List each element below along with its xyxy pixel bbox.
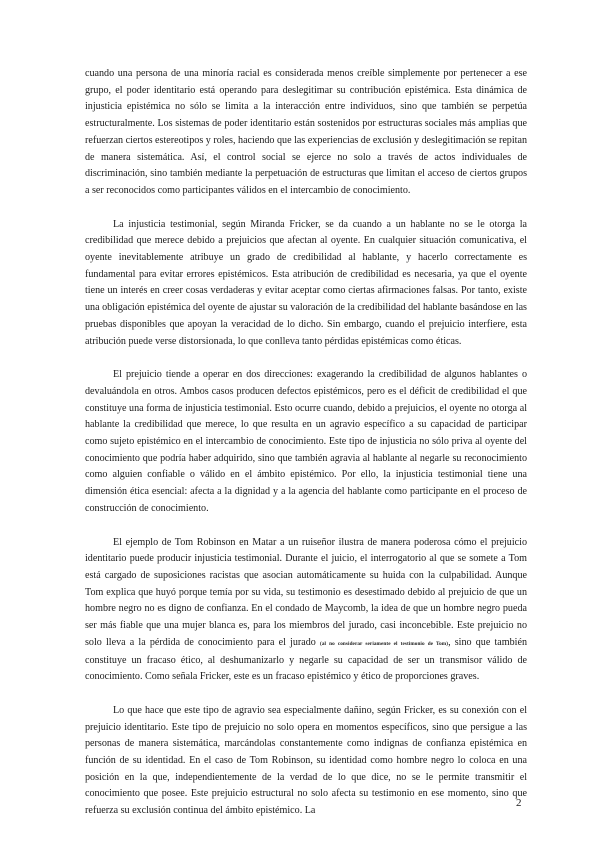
paragraph-1 xyxy=(85,66,527,200)
page-number: 2 xyxy=(516,797,522,809)
paragraph-text: El prejuicio tiende a operar en dos direcciones: exagerando la credibilidad de algunos hablantes o devaluándola en otros. Ambos casos producen defectos epistémicos, pero es el déficit de credibilidad el que constituye una forma de injusticia testimonial. Esto ocurre cuando, debido a prejuicios, el oyente no otorga al hablante la credibilidad que merece, lo que resulta en un agravio específico a su capacidad de participar como sujeto epistémico en el intercambio de conocimiento. Este tipo de injusticia no sólo priva al oyente del conocimiento que podría haber adquirido, sino que también agravia al hablante al negarle su reconocimiento como alguien confiable o válido en el ámbito epistémico. Por ello, la injusticia testimonial tiene una dimensión ética esencial: afecta a la dignidad y a la agencia del hablante como participante en el proceso de construcción de conocimiento. xyxy=(85,369,527,514)
paragraph-2 xyxy=(85,217,527,351)
paragraph-text: , sino que también constituye un fracaso ético, al deshumanizarlo y negarle su capacidad de ser un transmisor válido de conocimiento. Como señala Fricker, este es un fracaso epistémico y ético de proporciones graves. xyxy=(85,636,527,683)
paragraph-text: Lo que hace que este tipo de agravio sea especialmente dañino, según Fricker, es su conexión con el prejuicio identitario. Este tipo de prejuicio no solo opera en momentos específicos, sino que persigue a las personas de manera sistemática, marcándolas constantemente como indignas de confianza epistémica en función de su identidad. En el caso de Tom Robinson, su identidad como hombre negro lo coloca en una posición en la que, independientemente de la verdad de lo que dice, no se le permite transmitir el conocimiento que posee. Este prejuicio estructural no solo afecta su testimonio en ese momento, sino que refuerza su exclusión continua del ámbito epistémico. La xyxy=(85,704,527,817)
paragraph-text: El ejemplo de Tom Robinson en Matar a un ruiseñor ilustra de manera poderosa cómo el prejuicio identitario puede producir injusticia testimonial. Durante el juicio, el interrogatorio al que se somete a Tom está cargado de suposiciones racistas que asocian automáticamente su huida con la culpabilidad. Aunque Tom explica que huyó porque temía por su vida, su testimonio es desestimado debido al prejuicio de que un hombre negro no es digno de confianza. En el condado de Maycomb, la idea de que un hombre negro pueda ser más fiable que una mujer blanca es, para los miembros del jurado, casi inconcebible. Este prejuicio no solo lleva a la pérdida de conocimiento para el jurado xyxy=(85,536,527,648)
paragraph-text: La injusticia testimonial, según Miranda Fricker, se da cuando a un hablante no se le otorga la credibilidad que merece debido a prejuicios que afectan al oyente. En cualquier situación comunicativa, el oyente inevitablemente atribuye un grado de credibilidad al hablante, y hacerlo correctamente es fundamental para evitar errores epistémicos. Esta atribución de credibilidad es necesaria, ya que el oyente tiene un interés en creer cosas verdaderas y evitar aceptar como ciertas afirmaciones falsas. Por tanto, existe una obligación epistémica del oyente de ajustar su valoración de la credibilidad del hablante basándose en las pruebas disponibles que apoyan la veracidad de lo dicho. Sin embargo, cuando el prejuicio interfiere, esta atribución puede verse distorsionada, lo que conlleva tanto pérdidas epistémicas como éticas. xyxy=(85,218,527,347)
paragraph-text: cuando una persona de una minoría racial es considerada menos creíble simplemente por pertenecer a ese grupo, el poder identitario está operando para deslegitimar su contribución epistémica. Esta dinámica de injusticia epistémica no sólo se limita a la interacción entre individuos, sino que también se perpetúa estructuralmente. Los sistemas de poder identitario están sostenidos por estructuras sociales más amplias que refuerzan ciertos estereotipos y roles, haciendo que las experiencias de exclusión y deslegitimación se repitan de manera sistemática. Así, el control social se ejerce no solo a través de actos individuales de discriminación, sino también mediante la perpetuación de estructuras que limitan el acceso de ciertos grupos a ser reconocidos como participantes válidos en el intercambio de conocimiento. xyxy=(85,68,527,196)
paragraph-3 xyxy=(85,367,527,517)
paragraph-4 xyxy=(85,535,527,686)
parenthetical-note: (al no considerar seriamente el testimonio de Tom) xyxy=(320,640,449,647)
paragraph-5 xyxy=(85,703,527,820)
document-body xyxy=(85,66,527,820)
